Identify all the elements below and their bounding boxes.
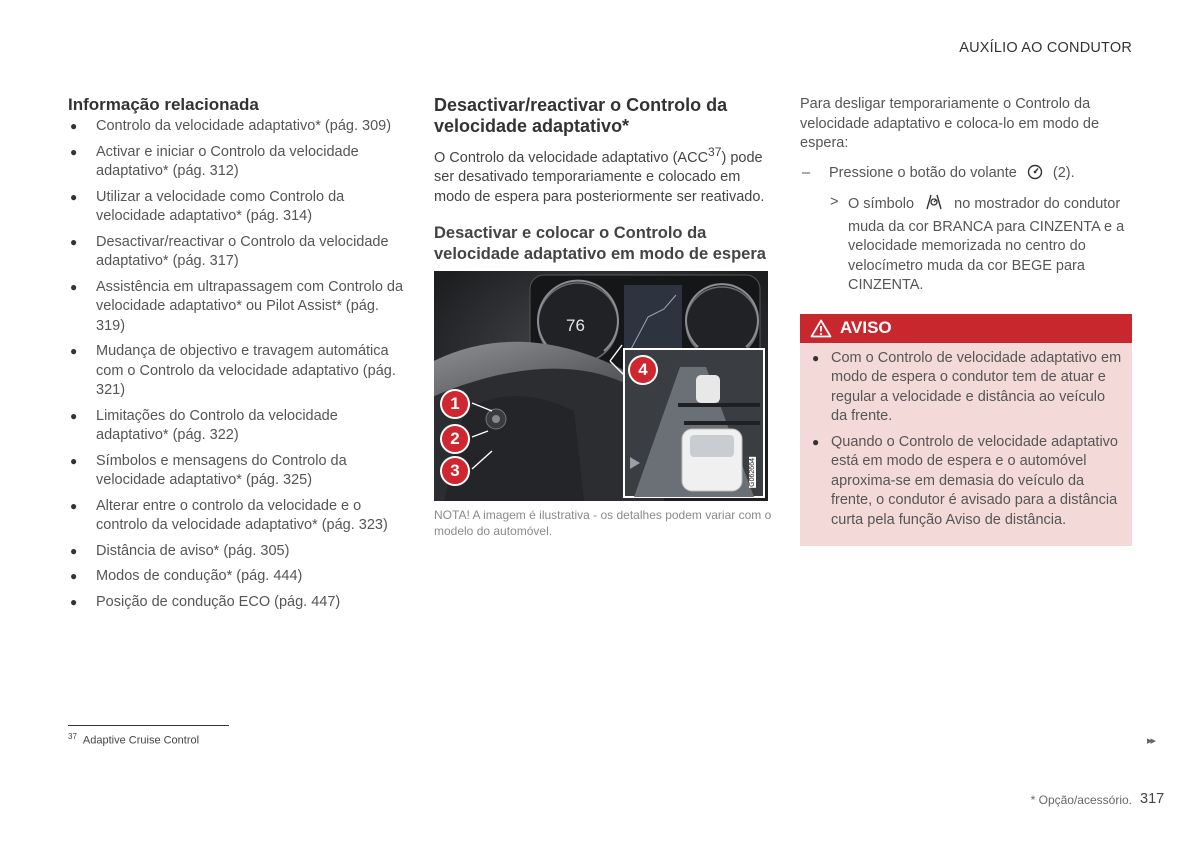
footnote-divider bbox=[68, 725, 229, 726]
instruction-step: – Pressione o botão do volante (2). bbox=[800, 164, 1132, 187]
related-link[interactable]: ● Activar e iniciar o Controlo da velocidade adaptativo* (pág. 312) bbox=[70, 143, 359, 179]
footnote-ref[interactable]: 37 bbox=[708, 145, 722, 159]
related-link[interactable]: ● Distância de aviso* (pág. 305) bbox=[70, 542, 290, 559]
section-header-title: AUXÍLIO AO CONDUTOR bbox=[959, 40, 1132, 56]
warning-header bbox=[800, 314, 1132, 343]
related-link[interactable]: ● Símbolos e mensagens do Controlo da velocidade adaptativo* (pág. 325) bbox=[70, 452, 347, 488]
related-link[interactable]: ● Assistência em ultrapassagem com Controlo da velocidade adaptativo* ou Pilot Assist* (pág. 319) bbox=[70, 278, 404, 334]
option-note: * Opção/acessório. bbox=[1030, 793, 1132, 807]
warning-triangle-icon bbox=[810, 319, 832, 338]
acc-standby-symbol-icon bbox=[924, 193, 944, 218]
main-section-column bbox=[434, 95, 774, 539]
step-dash: – bbox=[802, 164, 811, 181]
result-marker: > bbox=[830, 194, 839, 210]
dashboard-drawing bbox=[434, 271, 768, 501]
callout-4: 4 bbox=[628, 355, 658, 385]
section-intro: O Controlo da velocidade adaptativo (ACC$^{37}$) pode ser desativado temporariamente e colocado em modo de espera para posteriormente ser reativado. bbox=[434, 145, 765, 205]
figure-code: G062664 bbox=[749, 457, 756, 487]
instruction-result: > O símbolo no mostrador do condutor muda da cor BRANCA para CINZENTA e a velocidade memorizada no centro do velocímetro muda da cor BEGE para CINZENTA. bbox=[830, 194, 1125, 293]
continue-arrow-icon: ▸▸ bbox=[1147, 735, 1155, 747]
callout-1: 1 bbox=[440, 389, 470, 419]
warning-item: ● Com o Controlo de velocidade adaptativo em modo de espera o condutor tem de atuar e regular a velocidade e distância ao veículo da frente. bbox=[812, 349, 1122, 424]
subsection-title: Desactivar e colocar o Controlo da velocidade adaptativo em modo de espera bbox=[434, 224, 766, 264]
warning-title: AVISO bbox=[840, 318, 892, 337]
section-title: Desactivar/reactivar o Controlo da velocidade adaptativo* bbox=[434, 95, 728, 136]
related-link[interactable]: ● Desactivar/reactivar o Controlo da velocidade adaptativo* (pág. 317) bbox=[70, 233, 389, 269]
related-link[interactable]: ● Limitações do Controlo da velocidade adaptativo* (pág. 322) bbox=[70, 407, 338, 443]
related-info-heading: Informação relacionada bbox=[68, 95, 259, 114]
dashboard-illustration bbox=[434, 271, 768, 501]
speed-readout: 76 bbox=[566, 316, 585, 336]
page-number: 317 bbox=[1140, 791, 1165, 807]
instructions-column bbox=[800, 95, 1132, 546]
related-link[interactable]: ● Posição de condução ECO (pág. 447) bbox=[70, 593, 341, 610]
warning-box bbox=[800, 314, 1132, 547]
footnote: $^{37}$ Adaptive Cruise Control bbox=[68, 732, 200, 747]
callout-2: 2 bbox=[440, 424, 470, 454]
related-info-column bbox=[68, 95, 408, 618]
warning-item: ● Quando o Controlo de velocidade adaptativo está em modo de espera e o automóvel aproxima-se em demasia do veículo da frente, o condutor é avisado para a distância curta pela função Aviso de distância. bbox=[812, 433, 1118, 528]
related-link[interactable]: ● Alterar entre o controlo da velocidade e o controlo da velocidade adaptativo* (pág. 323) bbox=[70, 497, 388, 533]
instructions-intro: Para desligar temporariamente o Controlo da velocidade adaptativo e coloca-lo em modo de espera: bbox=[800, 96, 1100, 151]
related-info-list bbox=[68, 117, 408, 612]
related-link[interactable]: ● Utilizar a velocidade como Controlo da velocidade adaptativo* (pág. 314) bbox=[70, 188, 345, 224]
related-link[interactable]: ● Modos de condução* (pág. 444) bbox=[70, 568, 303, 584]
related-link[interactable]: ● Controlo da velocidade adaptativo* (pág. 309) bbox=[70, 118, 392, 134]
steering-wheel-button-icon bbox=[1027, 164, 1043, 187]
figure-caption: NOTA! A imagem é ilustrativa - os detalhes podem variar com o modelo do automóvel. bbox=[434, 508, 772, 539]
callout-3: 3 bbox=[440, 456, 470, 486]
warning-list bbox=[800, 343, 1132, 547]
related-link[interactable]: ● Mudança de objectivo e travagem automática com o Controlo da velocidade adaptativo (pág. 321) bbox=[70, 343, 396, 398]
